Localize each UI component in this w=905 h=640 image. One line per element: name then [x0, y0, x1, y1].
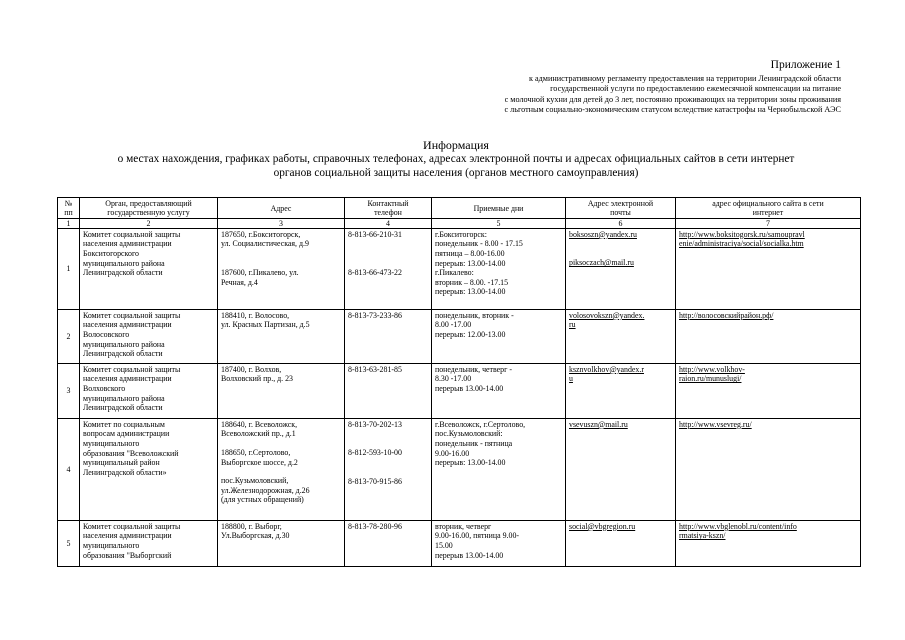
col-header-site: адрес официального сайта в сети интернет — [676, 198, 861, 219]
email-link[interactable]: volosovokszn@yandex. ru — [566, 309, 676, 363]
appendix-header — [241, 58, 841, 116]
phone: 8-813-66-473-22 — [348, 268, 402, 278]
column-number: 5 — [432, 218, 566, 228]
reception-days: понедельник, вторник - 8.00 -17.00 перерыв: 12.00-13.00 — [432, 309, 566, 363]
address: 187650, г.Бокситогорск, ул. Социалистическая, д.9 — [221, 229, 309, 249]
phone-cell — [345, 418, 432, 520]
address: 187600, г.Пикалево, ул. Речная, д.4 — [221, 268, 299, 287]
address-cell — [218, 228, 345, 309]
col-header-organ: Орган, предоставляющий государственную услугу — [80, 198, 218, 219]
phone-cell — [345, 228, 432, 309]
site-link[interactable]: http://волосовскийрайон.рф/ — [676, 309, 861, 363]
address: 187400, г. Волхов, Волховский пр., д. 23 — [218, 363, 345, 418]
reception-days: понедельник, четверг - 8.30 -17.00 перерыв 13.00-14.00 — [432, 363, 566, 418]
appendix-line: с молочной кухни для детей до 3 лет, постоянно проживающих на территории зоны проживания — [504, 94, 841, 104]
organ-name: Комитет по социальным вопросам администрации муниципального образования "Всеволожский муниципальный район Ленинградской области» — [80, 418, 218, 520]
column-number: 1 — [58, 218, 80, 228]
heading-subtitle-line2: органов социальной защиты населения (органов местного самоуправления) — [273, 167, 639, 179]
organ-name: Комитет социальной защиты населения администрации Волховского муниципального района Ленинградской области — [80, 363, 218, 418]
email-link[interactable]: boksoszn@yandex.ru — [569, 229, 637, 239]
phone: 8-813-63-281-85 — [345, 363, 432, 418]
column-number: 7 — [676, 218, 861, 228]
info-table — [57, 197, 861, 567]
phone: 8-813-78-280-96 — [345, 520, 432, 566]
appendix-line: с льготным социально-экономическим статусом вследствие катастрофы на Чернобыльской АЭС — [504, 105, 841, 115]
phone: 8-813-73-233-86 — [345, 309, 432, 363]
address: 188800, г. Выборг, Ул.Выборгская, д.30 — [218, 520, 345, 566]
document-heading — [40, 138, 872, 180]
email-cell — [566, 228, 676, 309]
col-header-address: Адрес — [218, 198, 345, 219]
table-row — [58, 228, 861, 309]
table-row — [58, 363, 861, 418]
heading-subtitle-line1: о местах нахождения, графиках работы, справочных телефонах, адресах электронной почты и адресах официальных сайтов в сети интернет — [117, 153, 795, 165]
row-number: 5 — [58, 520, 80, 566]
col-header-phone: Контактный телефон — [345, 198, 432, 219]
organ-name: Комитет социальной защиты населения администрации муниципального образования "Выборгский — [80, 520, 218, 566]
phone: 8-812-593-10-00 — [348, 448, 402, 458]
appendix-title: Приложение 1 — [770, 59, 841, 71]
table-row — [58, 418, 861, 520]
col-header-email: Адрес электронной почты — [566, 198, 676, 219]
column-number: 2 — [80, 218, 218, 228]
email-link[interactable]: vsevuszn@mail.ru — [566, 418, 676, 520]
organ-name: Комитет социальной защиты населения администрации Волосовского муниципального района Ленинградской области — [80, 309, 218, 363]
table-row — [58, 309, 861, 363]
col-header-num: № пп — [58, 198, 80, 219]
site-link[interactable]: http://www.volkhov- raion.ru/munuslugi/ — [676, 363, 861, 418]
site-link[interactable]: http://www.vbglenobl.ru/content/info rmatsiya-kszn/ — [676, 520, 861, 566]
col-header-days: Приемные дни — [432, 198, 566, 219]
row-number: 1 — [58, 228, 80, 309]
email-link[interactable]: social@vbgregion.ru — [566, 520, 676, 566]
reception-days: вторник, четверг 9.00-16.00, пятница 9.00- 15.00 перерыв 13.00-14.00 — [432, 520, 566, 566]
heading-title: Информация — [423, 138, 489, 152]
address: 188650, г.Сертолово, Выборгское шоссе, д.2 — [221, 448, 298, 467]
email-link[interactable]: piksoczach@mail.ru — [569, 258, 634, 268]
organ-name: Комитет социальной защиты населения администрации Бокситогорского муниципального района Ленинградской области — [80, 228, 218, 309]
address: 188410, г. Волосово, ул. Красных Партизан, д.5 — [218, 309, 345, 363]
row-number: 2 — [58, 309, 80, 363]
address: 188640, г. Всеволожск, Всеволожский пр., д.1 — [221, 419, 298, 439]
address-cell — [218, 418, 345, 520]
phone: 8-813-66-210-31 — [348, 229, 402, 239]
address: пос.Кузьмоловский, ул.Железнодорожная, д.26 (для устных обращений) — [221, 476, 310, 505]
table-header-row — [58, 198, 861, 219]
column-number-row — [58, 218, 861, 228]
phone: 8-813-70-915-86 — [348, 477, 402, 486]
column-number: 6 — [566, 218, 676, 228]
table-row — [58, 520, 861, 566]
site-link[interactable]: http://www.boksitogorsk.ru/samoupravl enie/administraciya/social/socialka.htm — [676, 228, 861, 309]
reception-days: г.Всеволожск, г.Сертолово, пос.Кузьмоловский: понедельник - пятница 9.00-16.00 перерыв: 13.00-14.00 — [432, 418, 566, 520]
row-number: 4 — [58, 418, 80, 520]
site-link[interactable]: http://www.vsevreg.ru/ — [676, 418, 861, 520]
reception-days: г.Бокситогорск: понедельник - 8.00 - 17.15 пятница – 8.00-16.00 перерыв: 13.00-14.00 г.Пикалево: вторник – 8.00. -17.15 перерыв: 13.00-14.00 — [432, 228, 566, 309]
appendix-line: государственной услуги по предоставлению ежемесячной компенсации на питание — [550, 84, 841, 94]
email-link[interactable]: ksznvolkhov@yandex.r u — [566, 363, 676, 418]
phone: 8-813-70-202-13 — [348, 419, 402, 429]
appendix-line: к административному регламенту предоставления на территории Ленинградской области — [528, 74, 841, 83]
column-number: 3 — [218, 218, 345, 228]
column-number: 4 — [345, 218, 432, 228]
row-number: 3 — [58, 363, 80, 418]
